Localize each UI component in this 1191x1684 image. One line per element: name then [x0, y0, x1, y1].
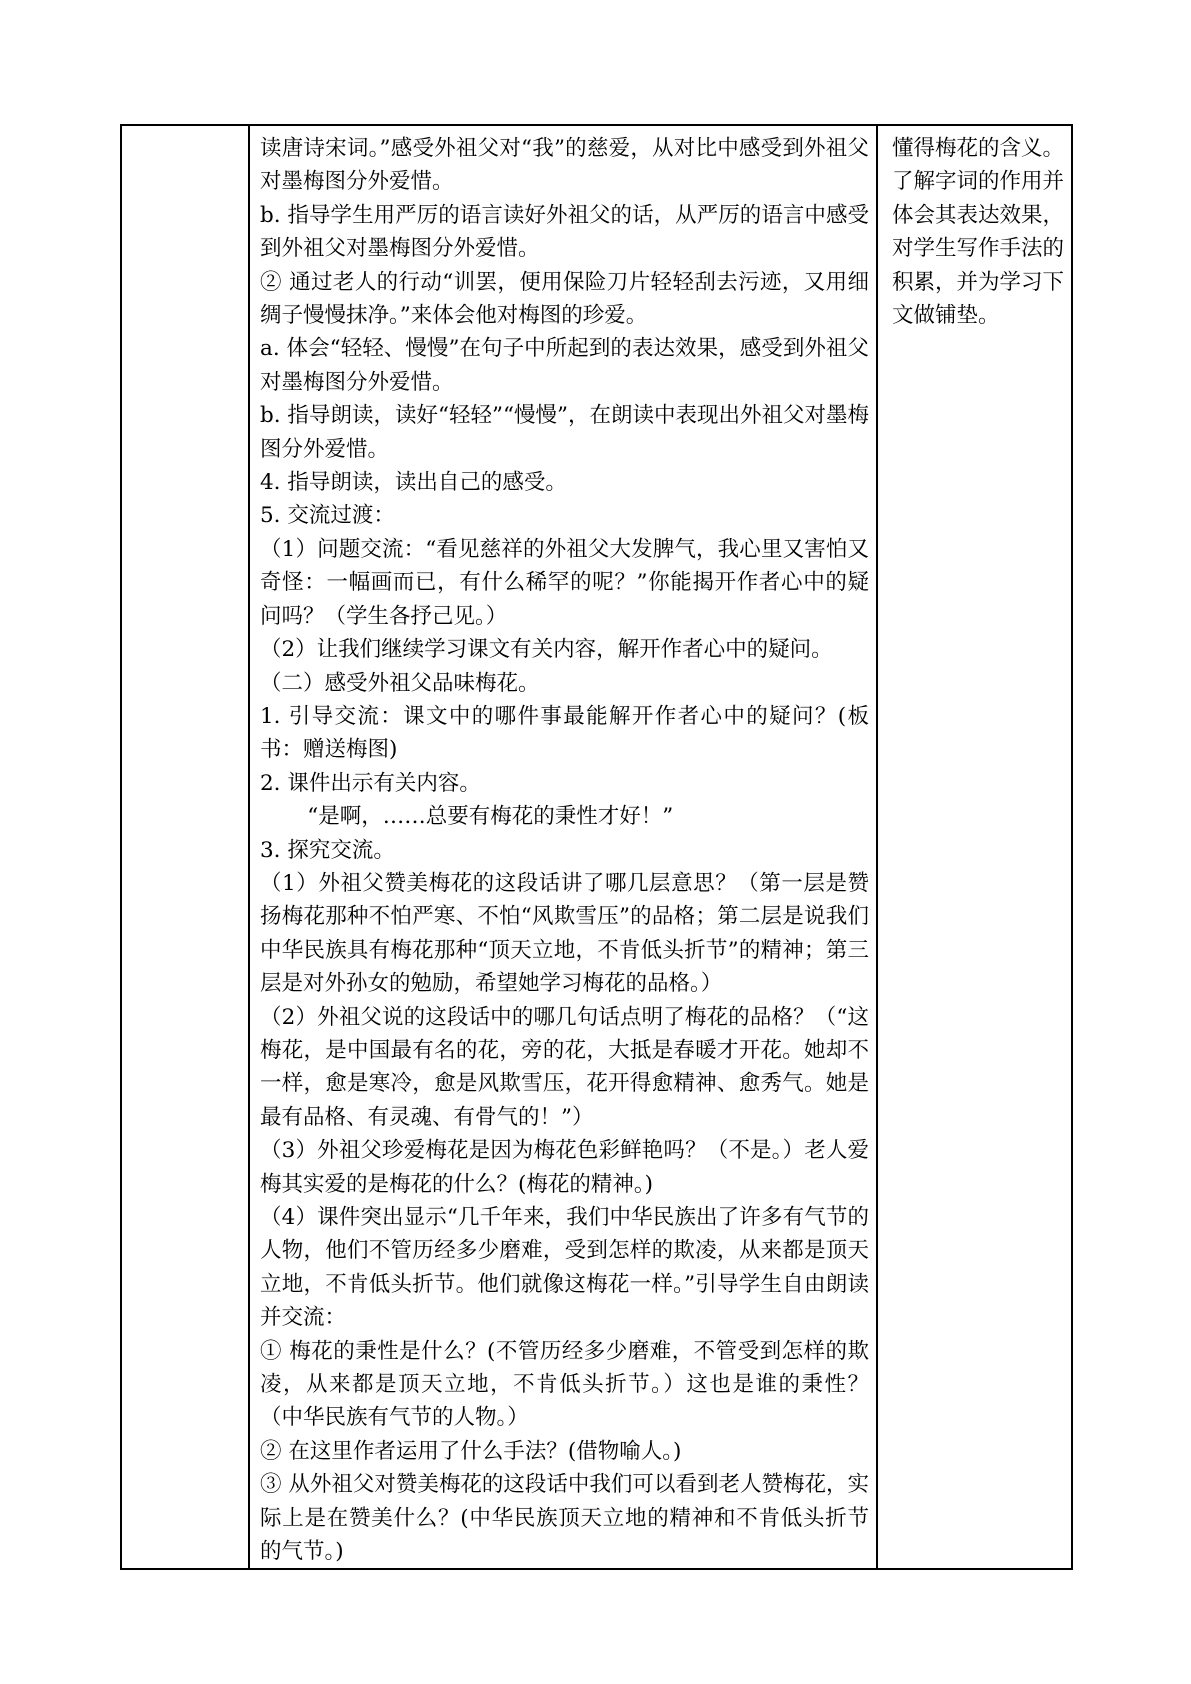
paragraph: 4. 指导朗读，读出自己的感受。	[260, 470, 567, 496]
paragraph: （2）外祖父说的这段话中的哪几句话点明了梅花的品格？（“这梅花，是中国最有名的花，旁的花，大抵是春暖才开花。她却不一样，愈是寒冷，愈是风欺雪压，花开得愈精神、愈秀气。她是最有品格、有灵魂、有骨气的！”）	[260, 1004, 869, 1130]
paragraph: 3. 探究交流。	[260, 837, 395, 863]
paragraph: 读唐诗宋词。”感受外祖父对“我”的慈爱，从对比中感受到外祖父对墨梅图分外爱惜。	[260, 136, 869, 195]
paragraph: 5. 交流过渡：	[260, 503, 395, 529]
process-cell	[121, 125, 249, 1569]
paragraph: ② 在这里作者运用了什么手法？(借物喻人。)	[260, 1438, 682, 1464]
paragraph: （1）外祖父赞美梅花的这段话讲了哪几层意思？（第一层是赞扬梅花那种不怕严寒、不怕“风欺雪压”的品格；第二层是说我们中华民族具有梅花那种“顶天立地，不肯低头折节”的精神；第三层是对外孙女的勉励，希望她学习梅花的品格。）	[260, 870, 869, 997]
table-row	[121, 125, 1072, 1569]
lesson-plan-table	[120, 124, 1073, 1570]
paragraph: 2. 课件出示有关内容。	[260, 770, 481, 796]
paragraph: b. 指导学生用严厉的语言读好外祖父的话，从严厉的语言中感受到外祖父对墨梅图分外爱惜。	[260, 202, 869, 262]
paragraph: ③ 从外祖父对赞美梅花的这段话中我们可以看到老人赞梅花，实际上是在赞美什么？(中华民族顶天立地的精神和不肯低头折节的气节。)	[260, 1472, 869, 1565]
paragraph: ① 梅花的秉性是什么？(不管历经多少磨难，不管受到怎样的欺凌，从来都是顶天立地，不肯低头折节。）这也是谁的秉性？（中华民族有气节的人物。）	[260, 1338, 869, 1431]
paragraph: （1）问题交流：“看见慈祥的外祖父大发脾气，我心里又害怕又奇怪：一幅画而已，有什么稀罕的呢？”你能揭开作者心中的疑问吗？（学生各抒己见。）	[260, 536, 869, 629]
paragraph: （2）让我们继续学习课文有关内容，解开作者心中的疑问。	[260, 637, 833, 663]
activity-text	[250, 126, 876, 1568]
paragraph: ② 通过老人的行动“训罢，便用保险刀片轻轻刮去污迹，又用细绸子慢慢抹净。”来体会他对梅图的珍爱。	[260, 269, 869, 329]
paragraph: （3）外祖父珍爱梅花是因为梅花色彩鲜艳吗？（不是。）老人爱梅其实爱的是梅花的什么？(梅花的精神。)	[260, 1138, 869, 1197]
activity-cell	[249, 125, 877, 1569]
paragraph: （4）课件突出显示“几千年来，我们中华民族出了许多有气节的人物，他们不管历经多少磨难，受到怎样的欺凌，从来都是顶天立地，不肯低头折节。他们就像这梅花一样。”引导学生自由朗读并交流：	[260, 1205, 869, 1331]
goal-paragraph: 懂得梅花的含义。了解字词的作用并体会其表达效果，对学生写作手法的积累，并为学习下文做铺垫。	[892, 136, 1065, 329]
paragraph: 1. 引导交流：课文中的哪件事最能解开作者心中的疑问？(板书：赠送梅图)	[260, 703, 869, 763]
paragraph: a. 体会“轻轻、慢慢”在句子中所起到的表达效果，感受到外祖父对墨梅图分外爱惜。	[260, 336, 869, 395]
goal-cell	[877, 125, 1072, 1569]
paragraph: （二）感受外祖父品味梅花。	[260, 670, 540, 696]
paragraph: b. 指导朗读，读好“轻轻”“慢慢”，在朗读中表现出外祖父对墨梅图分外爱惜。	[260, 403, 869, 462]
goal-text	[878, 126, 1071, 332]
quote-paragraph: “是啊，……总要有梅花的秉性才好！”	[307, 804, 674, 830]
